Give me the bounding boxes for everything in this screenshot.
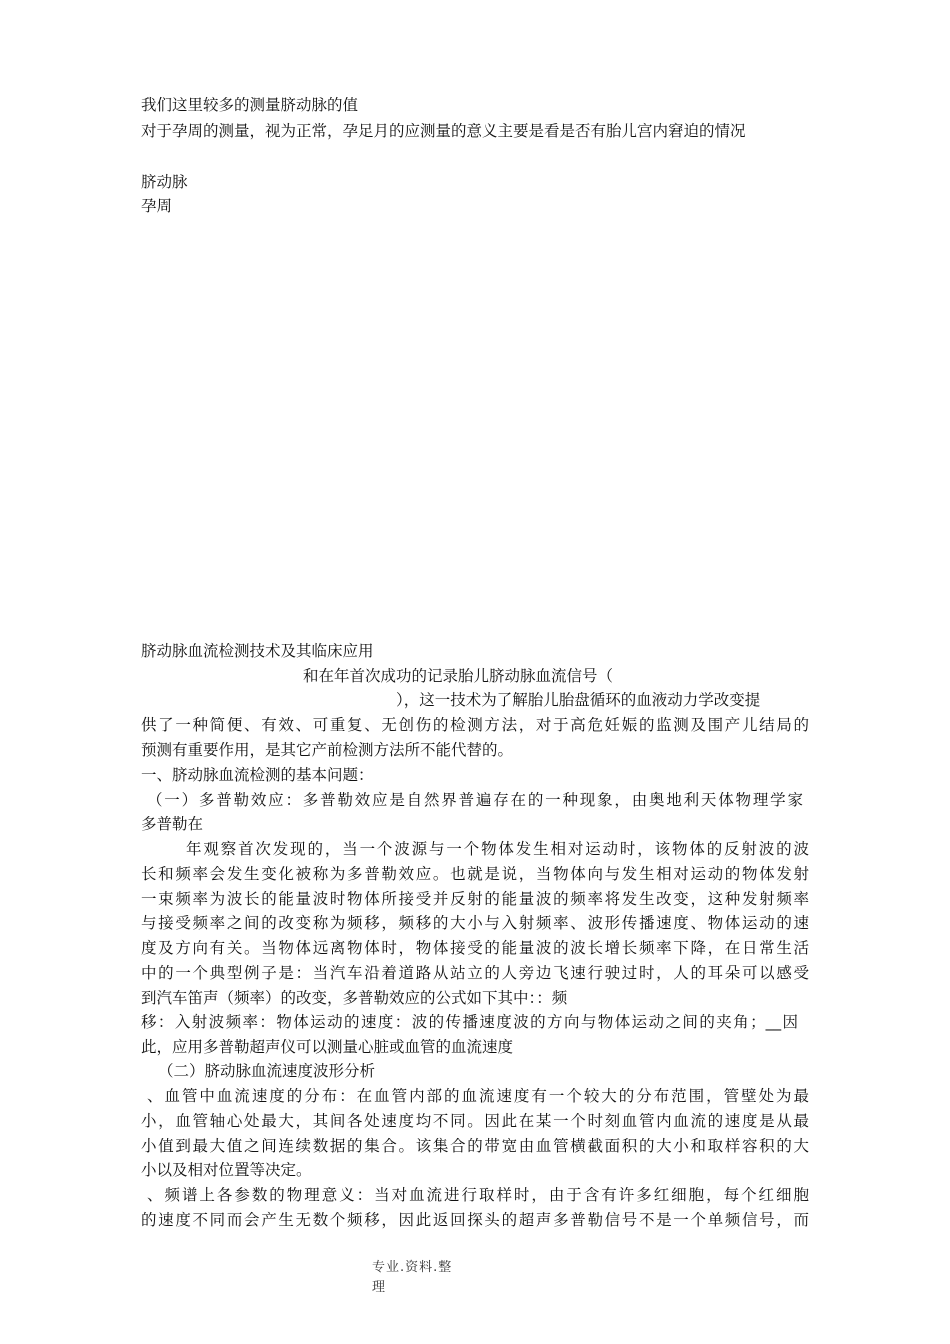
page-footer bbox=[372, 1258, 452, 1298]
paragraph-line: 供了一种简便、有效、可重复、无创伤的检测方法，对于高危妊娠的监测及围产儿结局的 bbox=[141, 716, 809, 734]
section-heading: 一、脐动脉血流检测的基本问题： bbox=[141, 766, 374, 784]
paragraph-line: 一束频率为波长的能量波时物体所接受并反射的能量波的频率将发生改变，这种发射频率 bbox=[141, 890, 809, 908]
paragraph-line: 和在年首次成功的记录胎儿脐动脉血流信号（ bbox=[303, 667, 614, 685]
chart-label: 脐动脉 bbox=[141, 173, 188, 191]
paragraph-line: 小值到最大值之间连续数据的集合。该集合的带宽由血管横截面积的大小和取样容积的大 bbox=[141, 1137, 809, 1155]
paragraph-line: （一）多普勒效应：多普勒效应是自然界普遍存在的一种现象，由奥地利天体物理学家 bbox=[147, 791, 803, 809]
paragraph-line: 小以及相对位置等决定。 bbox=[141, 1161, 312, 1179]
paragraph-line: 年观察首次发现的，当一个波源与一个物体发生相对运动时，该物体的反射波的波 bbox=[186, 840, 809, 858]
paragraph-line: 、频谱上各参数的物理意义：当对血流进行取样时，由于含有许多红细胞，每个红细胞 bbox=[147, 1186, 809, 1204]
paragraph-line: ），这一技术为了解胎儿胎盘循环的血液动力学改变提 bbox=[396, 691, 761, 709]
paragraph-line: 此，应用多普勒超声仪可以测量心脏或血管的血流速度 bbox=[141, 1038, 514, 1056]
paragraph-line: 、血管中血流速度的分布：在血管内部的血流速度有一个较大的分布范围，管壁处为最 bbox=[147, 1087, 809, 1105]
paragraph-line: 移：入射波频率：物体运动的速度：波的传播速度波的方向与物体运动之间的夹角；__因 bbox=[141, 1013, 798, 1031]
paragraph-line: 度及方向有关。当物体远离物体时，物体接受的能量波的波长增长频率下降，在日常生活 bbox=[141, 939, 809, 957]
footer-line: 理 bbox=[372, 1280, 387, 1295]
paragraph-line: 的速度不同而会产生无数个频移，因此返回探头的超声多普勒信号不是一个单频信号，而 bbox=[141, 1211, 809, 1229]
paragraph-line: 中的一个典型例子是：当汽车沿着道路从站立的人旁边飞速行驶过时，人的耳朵可以感受 bbox=[141, 964, 809, 982]
paragraph-line: 小，血管轴心处最大，其间各处速度均不同。因此在某一个时刻血管内血流的速度是从最 bbox=[141, 1112, 809, 1130]
paragraph-line: 预测有重要作用，是其它产前检测方法所不能代替的。 bbox=[141, 741, 514, 759]
paragraph-line: 长和频率会发生变化被称为多普勒效应。也就是说，当物体向与发生相对运动的物体发射 bbox=[141, 865, 809, 883]
section-heading: （二）脐动脉血流速度波形分析 bbox=[158, 1062, 376, 1080]
intro-line: 对于孕周的测量，视为正常，孕足月的应测量的意义主要是看是否有胎儿宫内窘迫的情况 bbox=[141, 122, 746, 140]
footer-line: 专业.资料.整 bbox=[372, 1260, 453, 1275]
paragraph-line: 与接受频率之间的改变称为频移，频移的大小与入射频率、波形传播速度、物体运动的速 bbox=[141, 914, 809, 932]
article-title: 脐动脉血流检测技术及其临床应用 bbox=[141, 642, 374, 660]
paragraph-line: 到汽车笛声（频率）的改变，多普勒效应的公式如下其中：：频 bbox=[141, 989, 568, 1007]
paragraph-line: 多普勒在 bbox=[141, 815, 204, 833]
intro-line: 我们这里较多的测量脐动脉的值 bbox=[141, 96, 359, 114]
chart-label: 孕周 bbox=[141, 197, 173, 215]
